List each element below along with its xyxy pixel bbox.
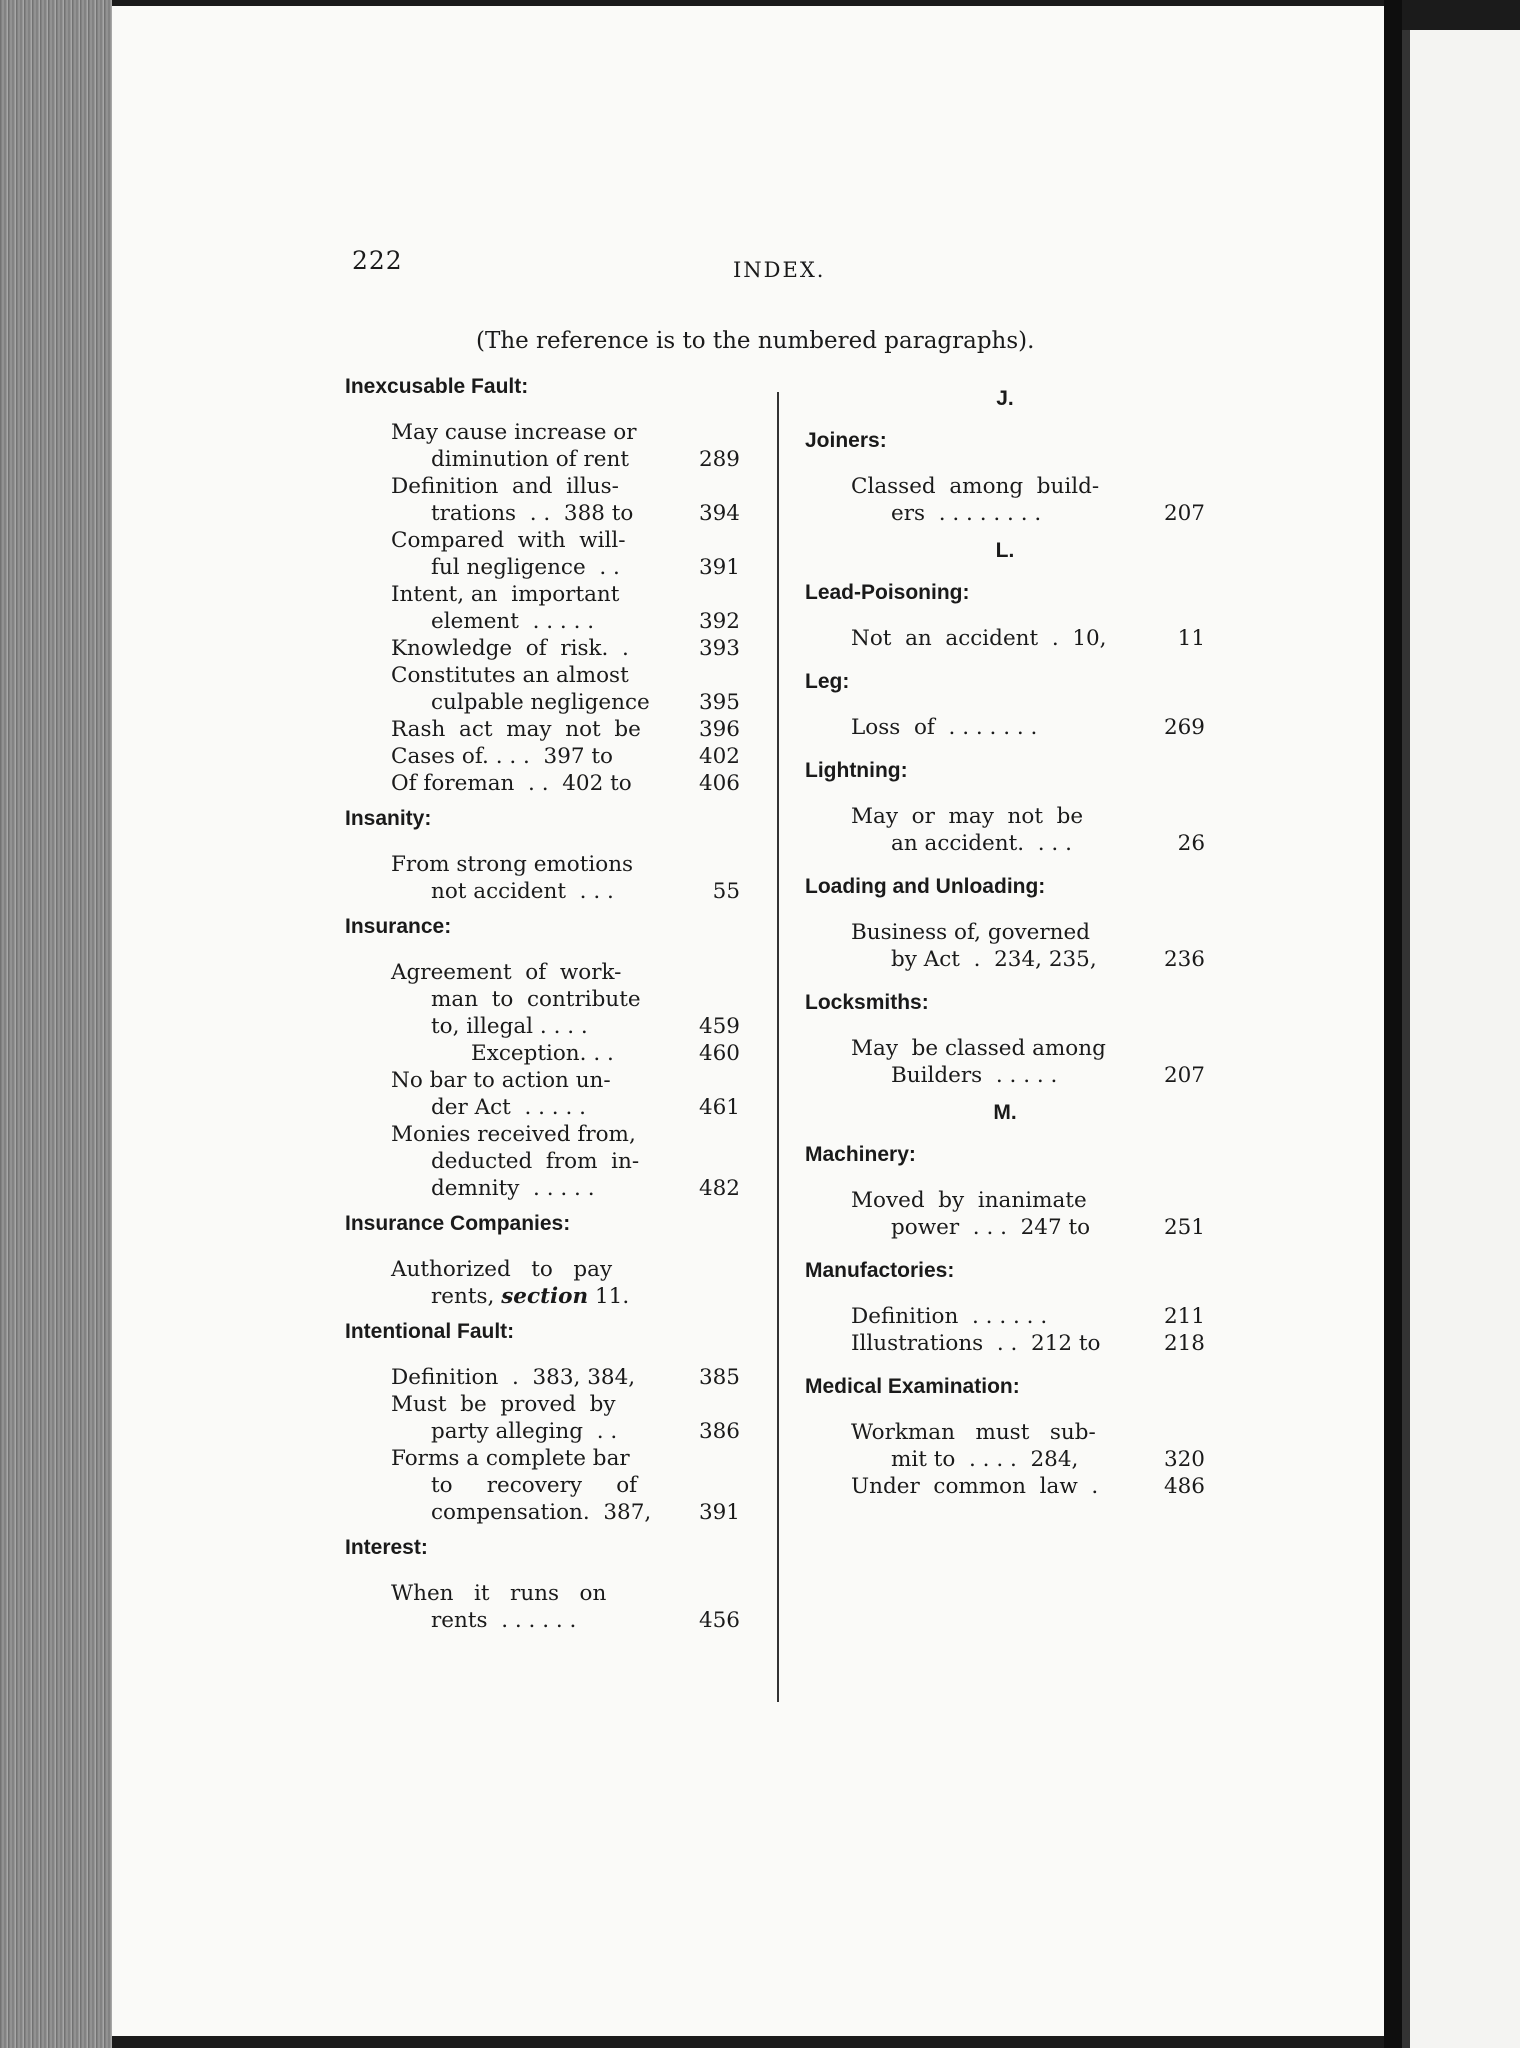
index-entry — [345, 1121, 740, 1202]
index-entry-group — [805, 1143, 1205, 1241]
index-paragraph-ref: 55 — [712, 879, 740, 904]
index-entry — [345, 1391, 740, 1445]
index-entry-line: May cause increase or — [391, 420, 637, 445]
index-entry — [805, 625, 1205, 652]
index-entry — [805, 1035, 1205, 1089]
index-heading: Locksmiths: — [805, 991, 929, 1014]
index-paragraph-ref: 402 — [698, 744, 740, 769]
index-heading: Lead-Poisoning: — [805, 581, 970, 604]
index-entry-line: Business of, governed — [851, 920, 1091, 945]
index-entry-line: man to contribute — [431, 987, 641, 1012]
facing-page — [1402, 30, 1520, 2048]
index-entry-text — [391, 743, 693, 770]
index-entry-text — [851, 625, 1159, 652]
index-entry — [345, 635, 740, 662]
index-paragraph-ref: 406 — [698, 771, 740, 796]
index-paragraph-ref: 391 — [698, 555, 740, 580]
index-entry-line: Definition and illus- — [391, 474, 619, 499]
index-entry-line: Constitutes an almost — [391, 663, 629, 688]
index-entry — [345, 662, 740, 716]
index-paragraph-ref: 320 — [1163, 1447, 1205, 1472]
index-heading: Medical Examination: — [805, 1375, 1020, 1398]
section-letter: M. — [993, 1101, 1017, 1124]
index-heading: Insurance: — [345, 915, 452, 938]
index-entry-text — [851, 1473, 1158, 1500]
index-entry-line: trations . . 388 to — [431, 501, 634, 526]
index-paragraph-ref: 394 — [698, 501, 740, 526]
index-paragraph-ref: 456 — [698, 1608, 740, 1633]
index-entry-line: Illustrations . . 212 to — [851, 1331, 1101, 1356]
index-entry-line: Moved by inanimate — [851, 1188, 1087, 1213]
index-entry-text — [391, 716, 693, 743]
index-entry — [345, 770, 740, 797]
index-entry-line: diminution of rent — [431, 447, 629, 472]
facing-page-edge — [1402, 30, 1410, 2048]
index-entry-line: Rash act may not be — [391, 717, 641, 742]
index-paragraph-ref: 392 — [698, 609, 740, 634]
running-head: INDEX. — [733, 258, 826, 282]
index-paragraph-ref: 396 — [698, 717, 740, 742]
index-entry-line: Forms a complete bar — [391, 1446, 630, 1471]
index-entry — [345, 1580, 740, 1634]
index-entry-text — [851, 803, 1159, 857]
index-heading: Insanity: — [345, 807, 432, 830]
index-entry-group — [345, 1536, 740, 1634]
index-entry-group — [345, 807, 740, 905]
index-paragraph-ref: 236 — [1163, 947, 1205, 972]
index-entry — [345, 1256, 740, 1310]
index-paragraph-ref: 461 — [698, 1095, 740, 1120]
index-entry-line: Exception. . . — [471, 1041, 614, 1066]
index-entry-text — [391, 1067, 693, 1121]
index-entry-text — [391, 662, 693, 716]
index-entry — [805, 1187, 1205, 1241]
index-entry-text — [391, 635, 693, 662]
index-column-left — [345, 375, 740, 1644]
index-entry-text — [391, 770, 693, 797]
index-column-right — [805, 375, 1205, 1510]
index-entry-text — [391, 1445, 693, 1526]
index-entry-text — [851, 473, 1158, 527]
index-entry-line: Not an accident . 10, — [851, 626, 1107, 651]
index-entry-line: Loss of . . . . . . . — [851, 715, 1038, 740]
index-entry-line: power . . . 247 to — [891, 1215, 1091, 1240]
index-entry-line: Workman must sub- — [851, 1420, 1096, 1445]
index-entry-text — [851, 1419, 1158, 1473]
index-entry-group — [345, 1212, 740, 1310]
index-entry-line: by Act . 234, 235, — [891, 947, 1097, 972]
index-paragraph-ref: 218 — [1163, 1331, 1205, 1356]
index-heading: Loading and Unloading: — [805, 875, 1046, 898]
index-entry — [805, 1303, 1205, 1330]
index-paragraph-ref: 482 — [698, 1176, 740, 1201]
index-entry — [805, 919, 1205, 973]
index-entry — [345, 1445, 740, 1526]
index-entry-text — [391, 1256, 694, 1310]
index-entry-group — [805, 429, 1205, 527]
index-paragraph-ref: 486 — [1163, 1474, 1205, 1499]
index-entry-group — [805, 991, 1205, 1089]
index-entry-line: Under common law . — [851, 1474, 1099, 1499]
page-number: 222 — [352, 246, 403, 275]
index-heading: Interest: — [345, 1536, 428, 1559]
index-entry — [345, 527, 740, 581]
index-entry-line: Compared with will- — [391, 528, 626, 553]
index-entry-group — [805, 875, 1205, 973]
index-entry-group — [805, 1259, 1205, 1357]
index-entry-line: No bar to action un- — [391, 1068, 611, 1093]
index-paragraph-ref: 385 — [698, 1365, 740, 1390]
index-entry — [805, 1473, 1205, 1500]
index-entry-line: to recovery of — [431, 1473, 638, 1498]
index-entry-line: From strong emotions — [391, 852, 634, 877]
index-entry-group — [345, 375, 740, 797]
index-paragraph-ref: 11 — [1177, 626, 1205, 651]
index-paragraph-ref: 393 — [698, 636, 740, 661]
index-entry-text — [851, 1330, 1158, 1357]
index-entry — [805, 473, 1205, 527]
index-entry-line: deducted from in- — [431, 1149, 640, 1174]
index-entry-line: Agreement of work- — [391, 960, 622, 985]
index-heading: Machinery: — [805, 1143, 916, 1166]
index-entry-line: Knowledge of risk. . — [391, 636, 629, 661]
index-entry-line: demnity . . . . . — [431, 1176, 595, 1201]
index-entry-line: Monies received from, — [391, 1122, 636, 1147]
index-entry — [805, 1330, 1205, 1357]
index-entry — [805, 803, 1205, 857]
reference-note: (The reference is to the numbered paragraphs). — [476, 328, 1035, 354]
index-entry-line: Definition . 383, 384, — [391, 1365, 636, 1390]
index-paragraph-ref: 391 — [698, 1500, 740, 1525]
index-entry-line: May or may not be — [851, 804, 1084, 829]
index-entry-line: Must be proved by — [391, 1392, 616, 1417]
book-page-edges — [0, 0, 112, 2048]
index-entry-text — [391, 581, 693, 635]
index-paragraph-ref: 289 — [698, 447, 740, 472]
index-heading: Intentional Fault: — [345, 1320, 515, 1343]
index-entry — [805, 1419, 1205, 1473]
index-entry-line: Classed among build- — [851, 474, 1100, 499]
index-heading: Insurance Companies: — [345, 1212, 571, 1235]
index-entry-line: mit to . . . . 284, — [891, 1447, 1079, 1472]
index-entry-text — [391, 419, 693, 473]
index-paragraph-ref: 26 — [1177, 831, 1205, 856]
index-entry — [345, 419, 740, 473]
index-entry — [345, 743, 740, 770]
index-entry — [345, 581, 740, 635]
column-divider — [777, 392, 779, 1702]
index-entry-line: to, illegal . . . . — [431, 1014, 588, 1039]
index-entry-line: an accident. . . . — [891, 831, 1072, 856]
index-entry-line: ful negligence . . — [431, 555, 620, 580]
index-entry-line: party alleging . . — [431, 1419, 618, 1444]
index-entry-line: Builders . . . . . — [891, 1063, 1058, 1088]
index-entry-text — [851, 1035, 1158, 1089]
index-entry-text — [391, 527, 693, 581]
index-heading: Manufactories: — [805, 1259, 955, 1282]
index-entry-text — [391, 1121, 693, 1202]
index-entry — [345, 1067, 740, 1121]
section-letter: J. — [996, 387, 1014, 410]
index-entry-text — [391, 1364, 693, 1391]
index-entry-group — [805, 1375, 1205, 1500]
index-entry — [805, 714, 1205, 741]
index-entry-text — [851, 1303, 1158, 1330]
index-entry-text — [851, 714, 1158, 741]
index-entry — [345, 851, 740, 905]
index-heading: Inexcusable Fault: — [345, 375, 529, 398]
index-paragraph-ref: 460 — [698, 1041, 740, 1066]
index-entry-text — [391, 1580, 693, 1634]
index-paragraph-ref: 207 — [1163, 1063, 1205, 1088]
index-entry-line: not accident . . . — [431, 879, 614, 904]
index-entry — [345, 1040, 740, 1067]
index-entry-line: Intent, an important — [391, 582, 620, 607]
index-entry-line: Of foreman . . 402 to — [391, 771, 632, 796]
index-entry-text — [391, 959, 693, 1040]
index-entry-line: Authorized to pay — [391, 1257, 613, 1282]
index-entry-line: compensation. 387, — [431, 1500, 652, 1525]
index-entry-group — [345, 915, 740, 1202]
index-heading: Lightning: — [805, 759, 908, 782]
index-paragraph-ref: 459 — [698, 1014, 740, 1039]
index-entry-line: ers . . . . . . . . — [891, 501, 1042, 526]
index-heading: Joiners: — [805, 429, 887, 452]
index-entry-text — [391, 851, 694, 905]
index-paragraph-ref: 251 — [1163, 1215, 1205, 1240]
index-entry-group — [345, 1320, 740, 1526]
index-entry-line: rents . . . . . . — [431, 1608, 577, 1633]
index-entry — [345, 473, 740, 527]
index-entry-line: der Act . . . . . — [431, 1095, 586, 1120]
index-entry-line: May be classed among — [851, 1036, 1106, 1061]
index-paragraph-ref: 207 — [1163, 501, 1205, 526]
index-entry-line: element . . . . . — [431, 609, 595, 634]
index-entry-line: Cases of. . . . 397 to — [391, 744, 613, 769]
index-entry — [345, 1364, 740, 1391]
index-paragraph-ref: 269 — [1163, 715, 1205, 740]
index-entry-line: culpable negligence — [431, 690, 650, 715]
index-entry-group — [805, 759, 1205, 857]
index-heading: Leg: — [805, 670, 850, 693]
index-entry — [345, 716, 740, 743]
index-entry — [345, 959, 740, 1040]
index-entry-text — [851, 919, 1158, 973]
index-entry-group — [805, 670, 1205, 741]
index-paragraph-ref: 211 — [1163, 1304, 1205, 1329]
index-entry-text — [851, 1187, 1158, 1241]
section-letter: L. — [995, 539, 1015, 562]
index-paragraph-ref: 395 — [698, 690, 740, 715]
index-entry-text — [391, 1391, 693, 1445]
index-entry-text — [391, 473, 693, 527]
index-entry-line: rents, section 11. — [431, 1284, 630, 1309]
index-entry-line: Definition . . . . . . — [851, 1304, 1048, 1329]
book-gutter — [1384, 0, 1402, 2048]
index-entry-text — [391, 1040, 693, 1067]
index-entry-group — [805, 581, 1205, 652]
index-paragraph-ref: 386 — [698, 1419, 740, 1444]
index-entry-line: When it runs on — [391, 1581, 607, 1606]
